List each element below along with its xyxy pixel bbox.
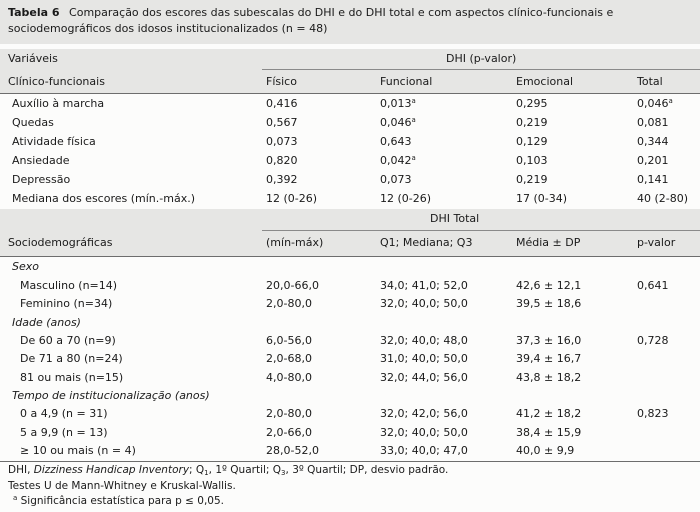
header-dhi-total: DHI Total	[430, 212, 480, 225]
row-label: Ansiedade	[12, 154, 70, 167]
cell-funcional: 0,046$^a$	[380, 116, 416, 129]
cell-fisico: 0,416	[266, 97, 298, 110]
row-label: Feminino (n=34)	[20, 297, 113, 310]
group-title: Tempo de institucionalização (anos)	[12, 389, 210, 402]
header2-divider	[0, 256, 700, 257]
cell-emocional: 17 (0-34)	[516, 192, 568, 205]
footnote-abbreviations: DHI, Dizziness Handicap Inventory; $Q_1$, 1º Quartil; $Q_3$, 3º Quartil; DP, desvio padrão.	[8, 464, 449, 477]
table-caption	[8, 5, 698, 37]
table-caption-text: Comparação dos escores das subescalas do DHI e do DHI total e com aspectos clínico-funcionais e sociodemográficos dos idosos institucionalizados (n = 48)	[8, 6, 614, 35]
cell-quartis: 32,0; 40,0; 48,0	[380, 334, 468, 347]
cell-emocional: 0,103	[516, 154, 548, 167]
col-quartis: Q1; Mediana; Q3	[380, 236, 473, 249]
cell-fisico: 0,392	[266, 173, 298, 186]
cell-quartis: 32,0; 40,0; 50,0	[380, 297, 468, 310]
header-subdivider	[262, 69, 700, 70]
col-media: Média ± DP	[516, 236, 581, 249]
cell-media: 38,4 ± 15,9	[516, 426, 582, 439]
cell-minmax: 28,0-52,0	[266, 444, 319, 457]
cell-funcional: 0,073	[380, 173, 412, 186]
cell-fisico: 12 (0-26)	[266, 192, 318, 205]
cell-funcional: 0,013$^a$	[380, 97, 416, 110]
header-clinico: Clínico-funcionais	[8, 75, 105, 88]
cell-fisico: 0,820	[266, 154, 298, 167]
cell-media: 43,8 ± 18,2	[516, 371, 582, 384]
cell-pvalor: 0,641	[637, 279, 669, 292]
significance-mark: a	[411, 97, 416, 105]
row-label: ≥ 10 ou mais (n = 4)	[20, 444, 136, 457]
table-label: Tabela 6	[8, 6, 60, 19]
col-funcional: Funcional	[380, 75, 433, 88]
row-label: De 71 a 80 (n=24)	[20, 352, 123, 365]
group-title: Idade (anos)	[12, 316, 81, 329]
row-label: 81 ou mais (n=15)	[20, 371, 124, 384]
header-dhi-pvalor: DHI (p-valor)	[446, 52, 517, 65]
footnote-significance: $^a$ Significância estatística para p ≤ 0,05.	[13, 494, 225, 507]
cell-media: 41,2 ± 18,2	[516, 407, 582, 420]
row-label: Depressão	[12, 173, 71, 186]
cell-funcional: 0,643	[380, 135, 412, 148]
col-total: Total	[637, 75, 663, 88]
row-label: Masculino (n=14)	[20, 279, 118, 292]
cell-fisico: 0,073	[266, 135, 298, 148]
col-minmax: (mín-máx)	[266, 236, 324, 249]
row-label: Mediana dos escores (mín.-máx.)	[12, 192, 195, 205]
cell-fisico: 0,567	[266, 116, 298, 129]
cell-media: 39,4 ± 16,7	[516, 352, 582, 365]
table-bottom-rule	[0, 461, 700, 462]
header-variaveis: Variáveis	[8, 52, 58, 65]
cell-pvalor: 0,728	[637, 334, 669, 347]
cell-funcional: 12 (0-26)	[380, 192, 432, 205]
cell-total: 0,344	[637, 135, 669, 148]
row-label: De 60 a 70 (n=9)	[20, 334, 116, 347]
cell-funcional: 0,042$^a$	[380, 154, 416, 167]
cell-minmax: 6,0-56,0	[266, 334, 312, 347]
row-label: Quedas	[12, 116, 54, 129]
cell-minmax: 4,0-80,0	[266, 371, 312, 384]
cell-minmax: 2,0-80,0	[266, 407, 312, 420]
cell-emocional: 0,295	[516, 97, 548, 110]
header-socio: Sociodemográficas	[8, 236, 113, 249]
cell-quartis: 34,0; 41,0; 52,0	[380, 279, 468, 292]
header-band-clinical	[0, 49, 700, 93]
cell-emocional: 0,219	[516, 173, 548, 186]
cell-media: 39,5 ± 18,6	[516, 297, 582, 310]
cell-media: 42,6 ± 12,1	[516, 279, 582, 292]
row-label: Atividade física	[12, 135, 96, 148]
cell-emocional: 0,219	[516, 116, 548, 129]
row-label: 0 a 4,9 (n = 31)	[20, 407, 108, 420]
header2-subdivider	[262, 230, 700, 231]
cell-quartis: 33,0; 40,0; 47,0	[380, 444, 468, 457]
col-emocional: Emocional	[516, 75, 573, 88]
row-label: Auxílio à marcha	[12, 97, 105, 110]
footnote-tests: Testes U de Mann-Whitney e Kruskal-Wallis.	[8, 480, 236, 492]
header-divider	[0, 93, 700, 94]
cell-quartis: 32,0; 44,0; 56,0	[380, 371, 468, 384]
significance-mark: a	[411, 116, 416, 124]
group-title: Sexo	[12, 260, 39, 273]
cell-pvalor: 0,823	[637, 407, 669, 420]
col-fisico: Físico	[266, 75, 297, 88]
cell-total: 40 (2-80)	[637, 192, 689, 205]
cell-emocional: 0,129	[516, 135, 548, 148]
cell-minmax: 2,0-68,0	[266, 352, 312, 365]
cell-minmax: 2,0-66,0	[266, 426, 312, 439]
col-pvalor: p-valor	[637, 236, 676, 249]
row-label: 5 a 9,9 (n = 13)	[20, 426, 108, 439]
cell-media: 37,3 ± 16,0	[516, 334, 582, 347]
cell-media: 40,0 ± 9,9	[516, 444, 575, 457]
cell-total: 0,081	[637, 116, 669, 129]
cell-total: 0,201	[637, 154, 669, 167]
cell-quartis: 32,0; 40,0; 50,0	[380, 426, 468, 439]
significance-mark: a	[668, 97, 673, 105]
significance-mark: a	[411, 154, 416, 162]
cell-total: 0,046$^a$	[637, 97, 673, 110]
cell-quartis: 32,0; 42,0; 56,0	[380, 407, 468, 420]
cell-minmax: 2,0-80,0	[266, 297, 312, 310]
cell-total: 0,141	[637, 173, 669, 186]
cell-minmax: 20,0-66,0	[266, 279, 319, 292]
cell-quartis: 31,0; 40,0; 50,0	[380, 352, 468, 365]
